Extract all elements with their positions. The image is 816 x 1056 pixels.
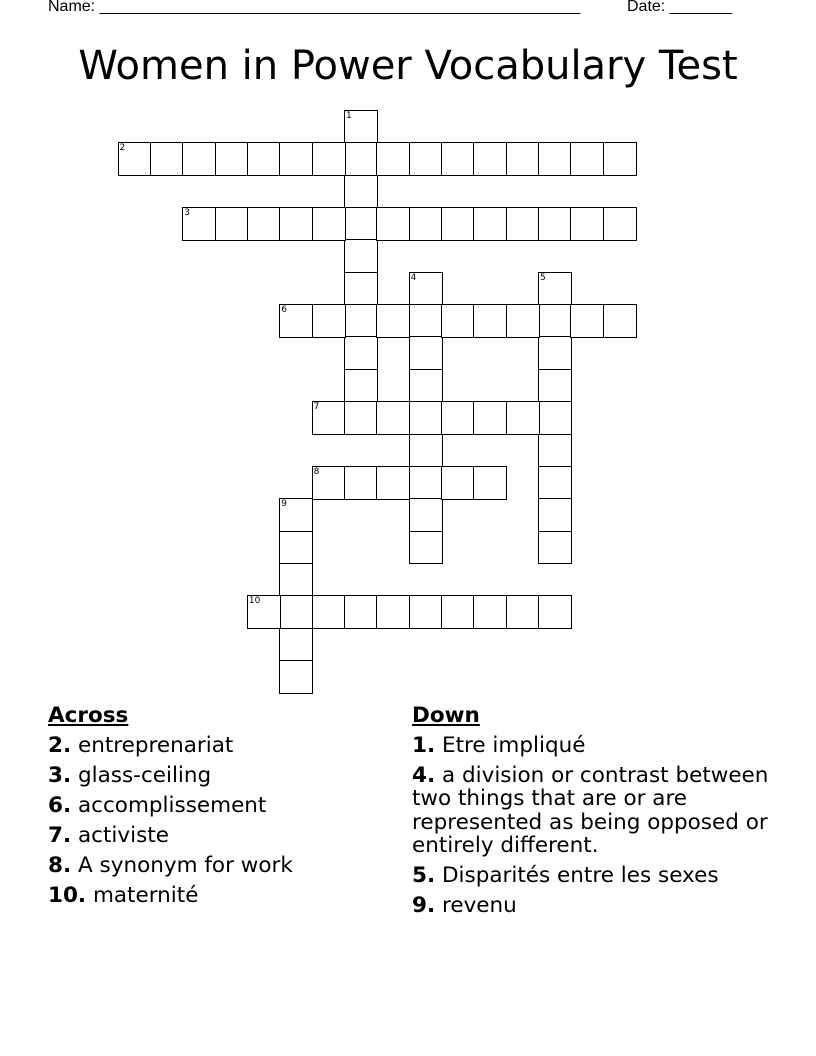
clue-number: 5 [540,272,546,283]
grid-cell[interactable] [344,175,378,209]
grid-cell[interactable] [312,142,346,176]
grid-cell[interactable] [150,142,184,176]
grid-cell[interactable] [506,207,540,241]
clue-across-2: 2. entreprenariat [48,732,234,758]
grid-cell[interactable] [603,304,637,338]
grid-cell[interactable] [473,304,507,338]
grid-cell[interactable] [441,466,475,500]
clue-across-10: 10. maternité [48,882,199,908]
grid-cell[interactable] [538,142,572,176]
clue-down-1: 1. Etre impliqué [412,732,586,758]
grid-cell[interactable] [506,304,540,338]
grid-cell[interactable] [409,142,443,176]
grid-cell[interactable] [570,207,604,241]
grid-cell[interactable] [603,207,637,241]
clue-number: 4 [410,272,417,283]
grid-cell[interactable] [538,531,572,565]
grid-cell[interactable] [312,466,346,500]
clue-number: 10 [248,596,261,607]
grid-cell[interactable] [344,595,378,629]
grid-cell[interactable] [376,401,410,435]
grid-cell[interactable] [376,142,410,176]
grid-cell[interactable] [312,401,346,435]
grid-cell[interactable] [409,466,443,500]
grid-cell[interactable] [506,595,540,629]
grid-cell[interactable] [603,142,637,176]
grid-cell[interactable] [182,207,216,241]
grid-cell[interactable] [247,207,281,241]
page-title: Women in Power Vocabulary Test [78,43,738,89]
clue-down-9: 9. revenu [412,893,517,918]
down-heading: Down [412,703,480,728]
grid-cell[interactable] [279,595,313,629]
grid-cell[interactable] [344,466,378,500]
clue-across-7: 7. activiste [48,822,169,848]
grid-cell[interactable] [279,142,313,176]
grid-cell[interactable] [344,336,378,370]
grid-cell[interactable] [441,142,475,176]
grid-cell[interactable] [376,466,410,500]
clue-down-4: 4. a division or contrast between two things that are or are represented as being opposed or entirely different. [412,762,769,858]
grid-cell[interactable] [247,142,281,176]
grid-cell[interactable] [538,207,572,241]
grid-cell[interactable] [215,142,249,176]
grid-cell[interactable] [279,207,313,241]
grid-cell[interactable] [344,401,378,435]
grid-cell[interactable] [441,595,475,629]
grid-cell[interactable] [279,531,313,565]
grid-cell[interactable] [376,595,410,629]
clue-number: 1 [345,111,352,121]
clue-number: 9 [281,499,287,510]
grid-cell[interactable] [279,304,313,338]
grid-cell[interactable] [538,466,572,500]
clue-across-8: 8. A synonym for work [48,852,293,878]
grid-cell[interactable] [312,595,346,629]
grid-cell[interactable] [409,401,443,435]
grid-cell[interactable] [506,142,540,176]
clue-number: 8 [313,466,320,477]
grid-cell[interactable] [473,207,507,241]
grid-cell[interactable] [182,142,216,176]
grid-cell[interactable] [376,304,410,338]
grid-cell[interactable] [312,304,346,338]
grid-cell[interactable] [376,207,410,241]
grid-cell[interactable] [538,304,572,338]
grid-cell[interactable] [279,628,313,662]
grid-cell[interactable] [279,498,313,532]
grid-cell[interactable] [279,660,313,694]
grid-cell[interactable] [344,272,378,306]
grid-cell[interactable] [473,466,507,500]
clue-across-6: 6. accomplissement [48,792,267,818]
across-heading: Across [48,703,129,728]
grid-cell[interactable] [279,563,313,597]
grid-cell[interactable] [538,272,572,306]
grid-cell[interactable] [312,207,346,241]
grid-cell[interactable] [118,142,152,176]
grid-cell[interactable] [215,207,249,241]
clue-number: 7 [313,402,320,413]
grid-cell[interactable] [473,142,507,176]
grid-cell[interactable] [344,110,378,144]
grid-cell[interactable] [506,401,540,435]
grid-cell[interactable] [538,595,572,629]
grid-cell[interactable] [344,142,378,176]
grid-cell[interactable] [441,401,475,435]
grid-cell[interactable] [409,595,443,629]
grid-cell[interactable] [247,595,281,629]
grid-cell[interactable] [441,207,475,241]
grid-cell[interactable] [538,434,572,468]
grid-cell[interactable] [344,304,378,338]
grid-cell[interactable] [538,498,572,532]
grid-cell[interactable] [538,336,572,370]
grid-cell[interactable] [409,207,443,241]
grid-cell[interactable] [409,304,443,338]
clue-down-5: 5. Disparités entre les sexes [412,863,719,888]
grid-cell[interactable] [570,142,604,176]
clue-across-3: 3. glass-ceiling [48,762,212,788]
grid-cell[interactable] [409,272,443,306]
grid-cell[interactable] [409,434,443,468]
grid-cell[interactable] [409,531,443,565]
grid-cell[interactable] [344,369,378,403]
grid-cell[interactable] [344,207,378,241]
grid-cell[interactable] [409,498,443,532]
clue-number: 6 [281,305,287,316]
grid-cell[interactable] [570,304,604,338]
grid-cell[interactable] [473,595,507,629]
grid-cell[interactable] [473,401,507,435]
across-clues [48,704,393,914]
grid-cell[interactable] [409,336,443,370]
grid-cell[interactable] [538,369,572,403]
down-clues [412,704,782,924]
grid-cell[interactable] [441,304,475,338]
clue-number: 3 [184,208,190,219]
grid-cell[interactable] [538,401,572,435]
name-field[interactable]: Name: ______________________________________________________ [48,0,581,15]
grid-cell[interactable] [344,239,378,273]
date-field[interactable]: Date: _______ [627,0,732,15]
clue-number: 2 [119,143,126,154]
grid-cell[interactable] [409,369,443,403]
